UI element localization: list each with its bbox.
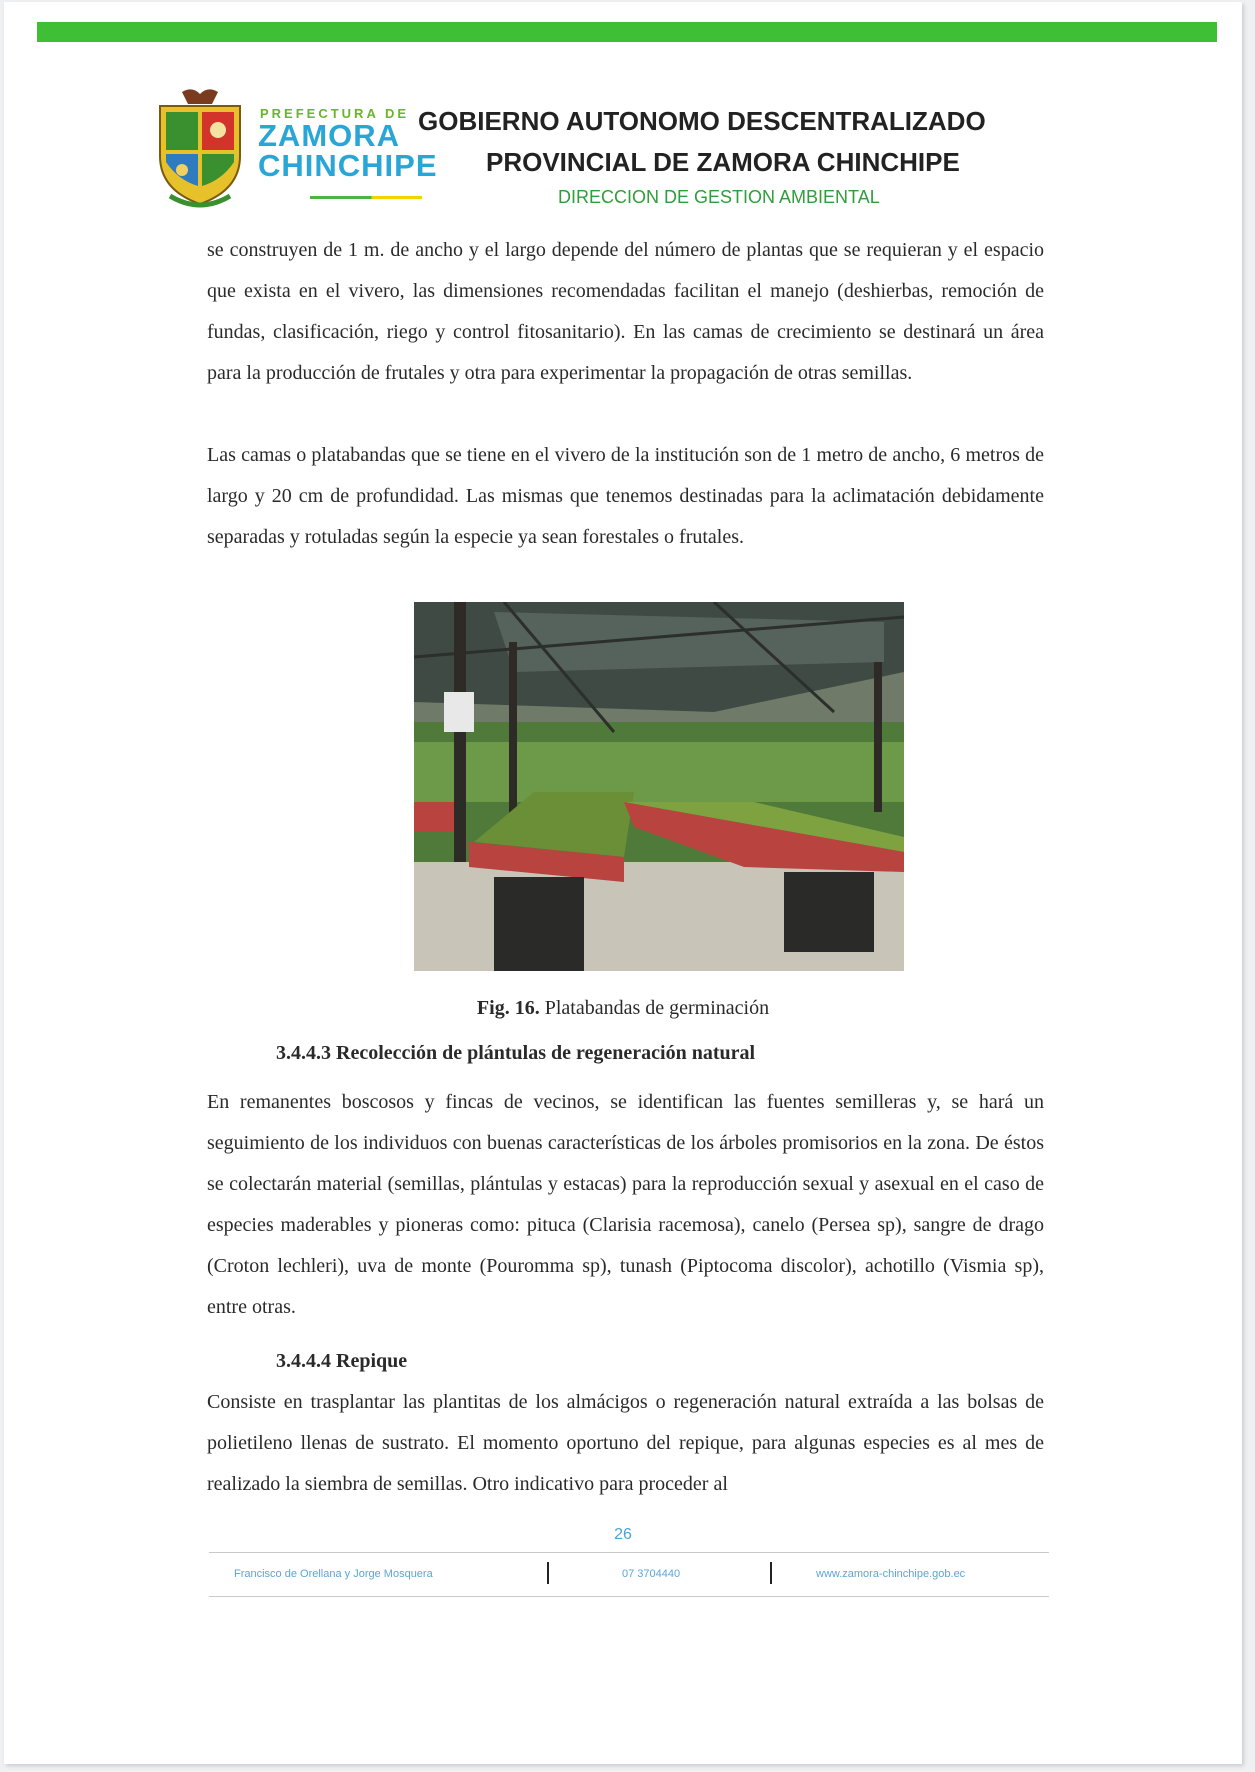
- logo-prefix-text: PREFECTURA DE: [260, 106, 410, 121]
- logo-underline: [310, 196, 422, 199]
- footer-website-link[interactable]: www.zamora-chinchipe.gob.ec: [816, 1568, 966, 1580]
- footer-phone: 07 3704440: [622, 1568, 681, 1580]
- header-subtitle: PROVINCIAL DE ZAMORA CHINCHIPE: [486, 147, 960, 177]
- section-heading-3-4-4-3: 3.4.4.3 Recolección de plántulas de regeneración natural: [276, 1042, 756, 1064]
- coat-of-arms-logo: [152, 86, 248, 214]
- logo-chinchipe-text: CHINCHIPE: [258, 148, 438, 183]
- footer-separator: [770, 1562, 772, 1584]
- figure-caption: [4, 997, 1242, 1020]
- section-heading-3-4-4-4: 3.4.4.4 Repique: [276, 1350, 408, 1372]
- footer-divider-top: [209, 1552, 1049, 1553]
- footer-divider-bottom: [209, 1596, 1049, 1597]
- paragraph-4: Consiste en trasplantar las plantitas de los almácigos o regeneración natural extraída a las bolsas de polietileno llenas de sustrato. El momento oportuno del repique, para algunas especies es al mes de realizado la siembra de semillas. Otro indicativo para proceder al: [207, 1391, 1044, 1495]
- nursery-beds-photo: [414, 602, 904, 971]
- logo-zamora-text: ZAMORA: [258, 118, 401, 153]
- paragraph-1: se construyen de 1 m. de ancho y el largo depende del número de plantas que se requieran y el espacio que exista en el vivero, las dimensiones recomendadas facilitan el manejo (deshierbas, remoción de fundas, clasificación, riego y control fitosanitario). En las camas de crecimiento se destinará un área para la producción de frutales y otra para experimentar la propagación de otras semillas.: [207, 239, 1044, 384]
- header-title: GOBIERNO AUTONOMO DESCENTRALIZADO: [418, 106, 986, 136]
- paragraph-3: En remanentes boscosos y fincas de vecinos, se identifican las fuentes semilleras y, se hará un seguimiento de los individuos con buenas características de los árboles promisorios en la zona. De éstos se colectarán material (semillas, plántulas y estacas) para la reproducción sexual y asexual en el caso de especies maderables y pioneras como: pituca (Clarisia racemosa), canelo (Persea sp), sangre de drago (Croton lechleri), uva de monte (Pouromma sp), tunash (Piptocoma discolor), achotillo (Vismia sp), entre otras.: [207, 1091, 1044, 1318]
- header-department: DIRECCION DE GESTION AMBIENTAL: [558, 187, 880, 207]
- footer-separator: [547, 1562, 549, 1584]
- footer-address: Francisco de Orellana y Jorge Mosquera: [234, 1568, 433, 1580]
- figure-caption-text: Platabandas de germinación: [544, 997, 770, 1019]
- figure-label: Fig. 16.: [476, 997, 540, 1019]
- document-page: [4, 2, 1242, 1764]
- paragraph-2: Las camas o platabandas que se tiene en el vivero de la institución son de 1 metro de ancho, 6 metros de largo y 20 cm de profundidad. Las mismas que tenemos destinadas para la aclimatación debidamente separadas y rotuladas según la especie ya sean forestales o frutales.: [207, 444, 1044, 548]
- page-number: 26: [614, 1526, 632, 1543]
- header-green-bar: [37, 22, 1217, 42]
